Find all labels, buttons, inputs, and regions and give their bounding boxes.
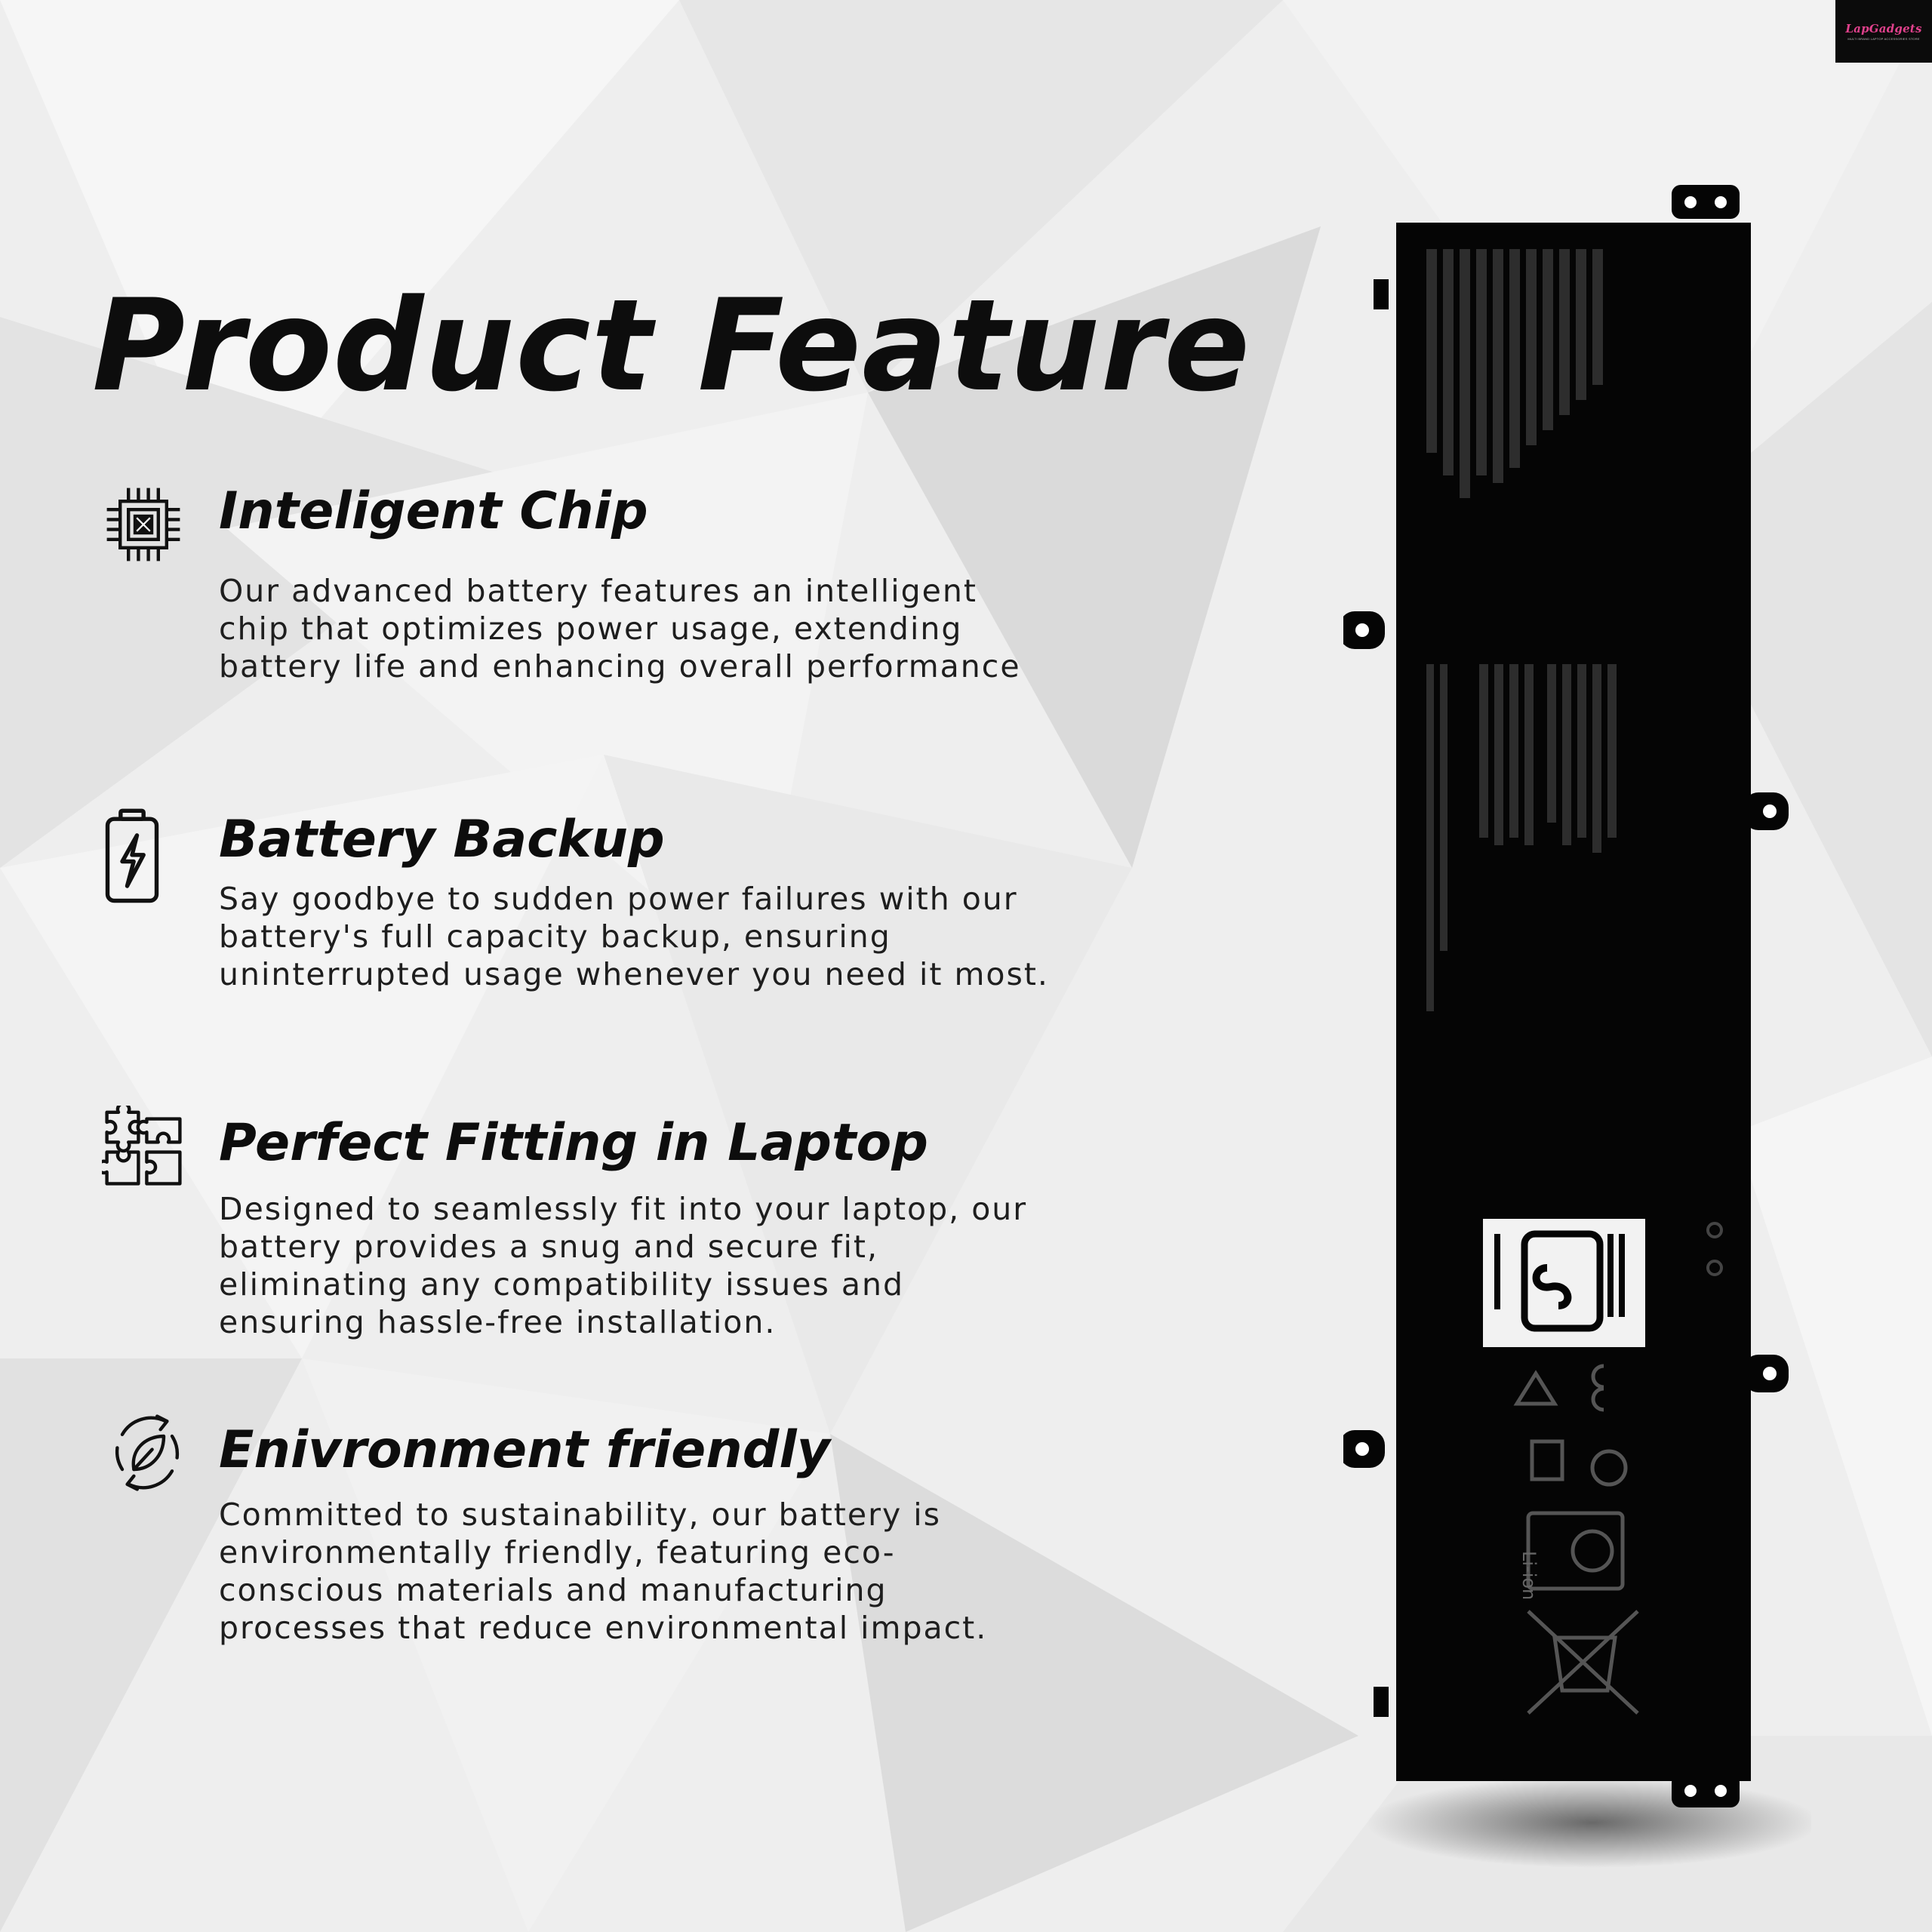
feature-environment-friendly	[0, 1411, 1132, 1653]
logo-brand: LapGadgets	[1845, 22, 1922, 35]
feature-title: Inteligent Chip	[219, 481, 648, 541]
brand-logo	[1835, 0, 1932, 63]
laptop-battery-image	[1343, 181, 1811, 1879]
feature-perfect-fitting	[0, 1106, 1132, 1347]
feature-description: Designed to seamlessly fit into your laptop, our battery provides a snug and secure fit, eliminating any compatibility issues and ensuring hassle-free installation.	[219, 1191, 1028, 1340]
feature-description: Our advanced battery features an intelligent chip that optimizes power usage, extending battery life and enhancing overall performance	[219, 573, 1021, 685]
feature-intelligent-chip	[0, 483, 1132, 709]
puzzle-icon	[102, 1106, 185, 1189]
battery-label-liion: Li-ion	[1518, 1551, 1540, 1601]
eco-recycle-icon	[106, 1411, 189, 1494]
logo-tagline: MULTI BRAND LAPTOP ACCESSORIES STORE	[1847, 37, 1920, 41]
chip-icon	[102, 483, 185, 566]
feature-battery-backup	[0, 808, 1132, 1004]
feature-title: Battery Backup	[219, 810, 665, 869]
feature-title: Perfect Fitting in Laptop	[219, 1113, 928, 1173]
battery-charge-icon	[91, 808, 174, 906]
page-title: Product Feature	[92, 272, 1251, 420]
feature-description: Committed to sustainability, our battery is environmentally friendly, featuring eco-conscious materials and manufacturing processes that reduce environmental impact.	[219, 1497, 988, 1646]
feature-description: Say goodbye to sudden power failures with our battery's full capacity backup, ensuring uninterrupted usage whenever you need it most.	[219, 881, 1049, 992]
feature-title: Enivronment friendly	[219, 1420, 830, 1480]
